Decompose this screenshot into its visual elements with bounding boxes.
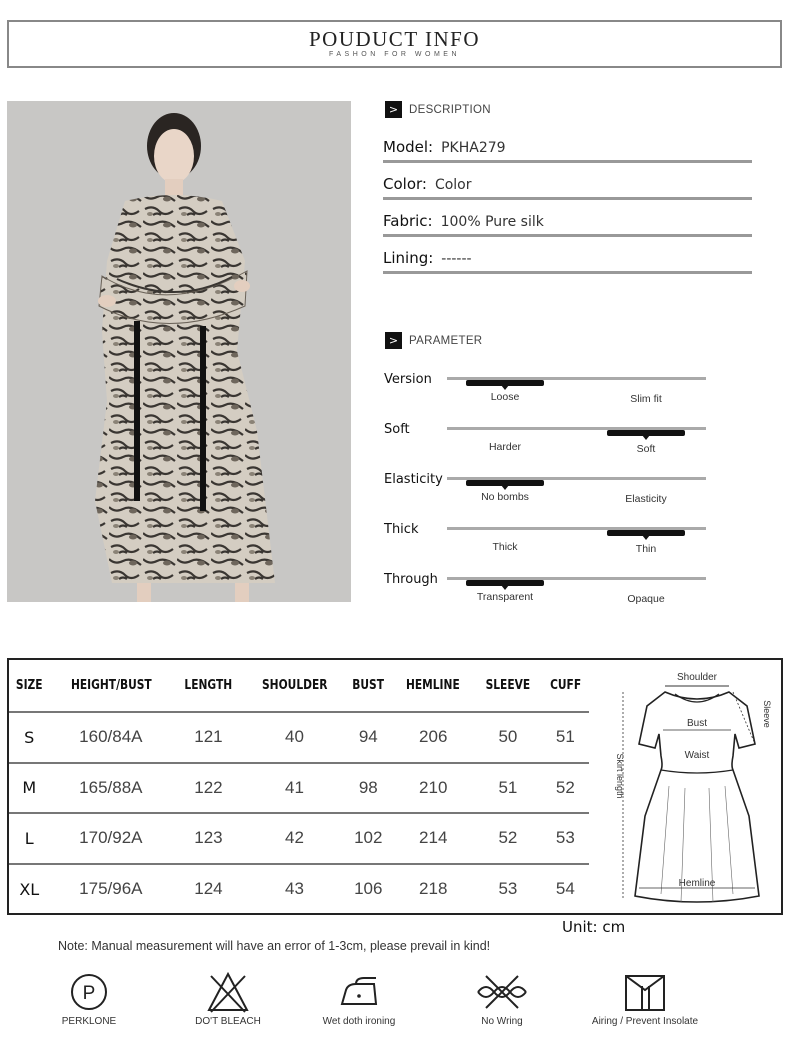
size-cell: S [9, 712, 50, 763]
size-cell: M [9, 763, 50, 814]
care-airing: Airing / Prevent Insolate [580, 970, 710, 1027]
bust-label: Bust [686, 718, 708, 729]
hang-dry-icon [620, 970, 670, 1014]
measurement-cell: 53 [474, 864, 542, 915]
measurement-cell: 123 [172, 813, 245, 864]
iron-icon [334, 970, 384, 1014]
measurement-cell: 51 [542, 712, 589, 763]
measurement-cell: 98 [344, 763, 392, 814]
measurement-cell: 121 [172, 712, 245, 763]
parameter-pointer [642, 435, 650, 440]
measurement-cell: 52 [542, 763, 589, 814]
parameter-name: Thick [384, 522, 419, 537]
parameter-scale [447, 427, 706, 455]
parameter-option-left: No bombs [481, 491, 529, 503]
description-row-fabric: Fabric: 100% Pure silk [383, 200, 752, 237]
measurement-cell: 54 [542, 864, 589, 915]
product-photo [7, 101, 351, 602]
page-header [7, 20, 782, 68]
column-header: SHOULDER [261, 678, 328, 693]
size-chart [7, 658, 783, 915]
measurement-cell: 51 [474, 763, 542, 814]
parameter-name: Version [384, 372, 432, 387]
sleeve-label: Sleeve [762, 700, 772, 728]
size-table [9, 660, 589, 914]
care-no-wring: No Wring [437, 970, 567, 1027]
parameter-pointer [501, 585, 509, 590]
table-header-row [9, 660, 589, 712]
measurement-cell: 106 [344, 864, 392, 915]
chevron-right-icon: > [385, 332, 402, 349]
measurement-cell: 52 [474, 813, 542, 864]
parameter-scale [447, 527, 706, 555]
column-header: SLEEVE [485, 678, 531, 693]
size-cell: XL [9, 864, 50, 915]
parameter-row [383, 572, 723, 622]
unit-label: Unit: cm [562, 918, 626, 936]
column-header: BUST [352, 678, 385, 693]
measurement-cell: 165/88A [50, 763, 173, 814]
chevron-right-icon: > [385, 101, 402, 118]
parameter-option-right: Slim fit [630, 393, 662, 405]
dress-measurement-diagram [609, 666, 779, 910]
parameter-option-left: Thick [492, 541, 518, 553]
column-header: CUFF [549, 678, 581, 693]
parameter-option-left: Loose [490, 391, 520, 403]
measurement-cell: 43 [245, 864, 344, 915]
measurement-cell: 218 [392, 864, 474, 915]
table-row [9, 813, 589, 864]
svg-text:P: P [82, 983, 96, 1004]
parameter-pointer [642, 535, 650, 540]
parameter-option-right: Soft [636, 443, 656, 455]
measurement-cell: 175/96A [50, 864, 173, 915]
measurement-cell: 206 [392, 712, 474, 763]
parameter-name: Elasticity [384, 472, 443, 487]
skirt-length-label: Skirt length [615, 753, 625, 799]
parameter-row [383, 422, 723, 472]
column-header: HEIGHT/BUST [70, 678, 152, 693]
parameter-scale [447, 477, 706, 505]
table-row [9, 864, 589, 915]
hemline-label: Hemline [678, 878, 716, 889]
parameter-pointer [501, 385, 509, 390]
parameter-option-right: Opaque [627, 593, 665, 605]
size-cell: L [9, 813, 50, 864]
do-not-bleach-icon [205, 970, 251, 1014]
measurement-cell: 122 [172, 763, 245, 814]
column-header: HEMLINE [406, 678, 461, 693]
waist-label: Waist [684, 750, 710, 761]
parameter-pointer [501, 485, 509, 490]
measurement-cell: 124 [172, 864, 245, 915]
care-do-not-bleach: DO'T BLEACH [163, 970, 293, 1027]
measurement-cell: 210 [392, 763, 474, 814]
parameter-heading: > PARAMETER [385, 332, 482, 349]
parameter-row [383, 472, 723, 522]
page-title: POUDUCT INFO [308, 27, 481, 51]
measurement-cell: 53 [542, 813, 589, 864]
parameter-scale [447, 577, 706, 605]
care-ironing: Wet doth ironing [294, 970, 424, 1027]
table-row [9, 712, 589, 763]
column-header: SIZE [15, 678, 43, 693]
parameter-name: Through [384, 572, 438, 587]
shoulder-label: Shoulder [676, 672, 718, 683]
parameter-name: Soft [384, 422, 410, 437]
table-row [9, 763, 589, 814]
parameter-option-left: Harder [488, 441, 522, 453]
no-wring-icon [474, 970, 530, 1014]
parameter-row [383, 522, 723, 572]
parameter-option-right: Thin [635, 543, 657, 555]
measurement-cell: 42 [245, 813, 344, 864]
description-row-color: Color: Color [383, 163, 752, 200]
perklone-icon [66, 970, 112, 1014]
measurement-cell: 50 [474, 712, 542, 763]
measurement-cell: 102 [344, 813, 392, 864]
parameter-scale [447, 377, 706, 405]
measurement-cell: 170/92A [50, 813, 173, 864]
page-subtitle: FASHON FOR WOMEN [328, 51, 461, 58]
column-header: LENGTH [184, 678, 233, 693]
measurement-note: Note: Manual measurement will have an error of 1-3cm, please prevail in kind! [58, 939, 491, 953]
measurement-cell: 94 [344, 712, 392, 763]
description-row-model: Model: PKHA279 [383, 126, 752, 163]
parameter-row [383, 372, 723, 422]
measurement-cell: 160/84A [50, 712, 173, 763]
care-perklone: P PERKLONE [24, 970, 154, 1027]
description-row-lining: Lining: ------ [383, 237, 752, 274]
measurement-cell: 41 [245, 763, 344, 814]
description-heading: > DESCRIPTION [385, 101, 491, 118]
parameter-option-left: Transparent [476, 591, 534, 603]
measurement-cell: 40 [245, 712, 344, 763]
parameter-option-right: Elasticity [625, 493, 667, 505]
measurement-cell: 214 [392, 813, 474, 864]
